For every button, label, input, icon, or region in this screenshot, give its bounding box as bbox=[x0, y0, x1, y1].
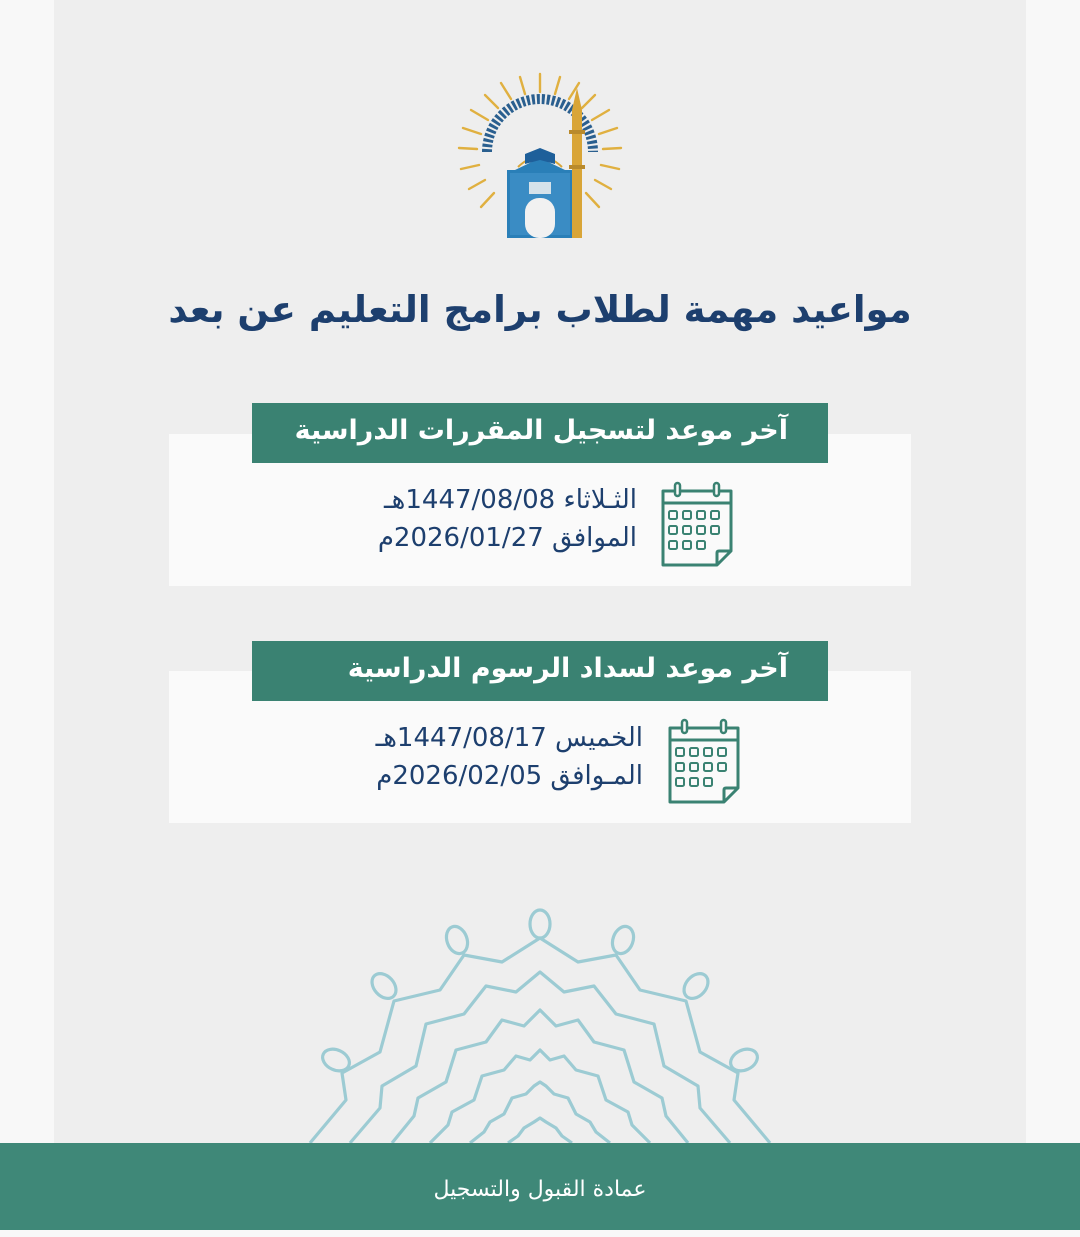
deadline-heading: آخر موعد لسداد الرسوم الدراسية bbox=[252, 641, 828, 701]
footer-bar bbox=[0, 1143, 1080, 1230]
calendar-icon bbox=[666, 718, 742, 804]
gregorian-date: الموافق 2026/01/27م bbox=[377, 523, 637, 553]
deadline-heading: آخر موعد لتسجيل المقررات الدراسية bbox=[252, 403, 828, 463]
page-title: مواعيد مهمة لطلاب برامج التعليم عن بعد bbox=[168, 288, 912, 331]
footer-label: عمادة القبول والتسجيل bbox=[433, 1177, 647, 1202]
gregorian-date: المـوافق 2026/02/05م bbox=[376, 761, 643, 791]
deadline-dates bbox=[378, 481, 637, 557]
hijri-date: الخميس 1447/08/17هـ bbox=[375, 723, 643, 753]
deadline-dates bbox=[376, 719, 643, 795]
university-logo-icon bbox=[455, 70, 625, 245]
hijri-date: الثـلاثاء 1447/08/08هـ bbox=[384, 485, 637, 515]
calendar-icon bbox=[659, 481, 735, 567]
geometric-ornament-icon bbox=[290, 900, 790, 1143]
